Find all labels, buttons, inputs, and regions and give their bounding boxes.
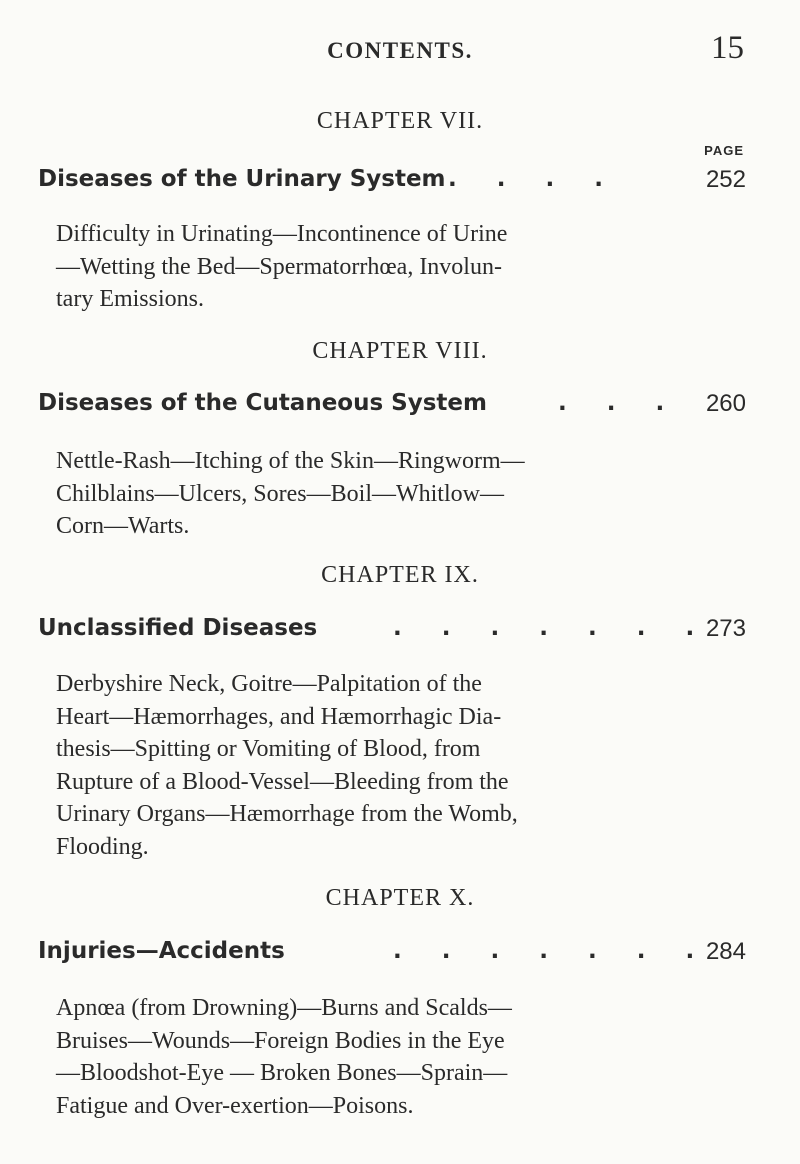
toc-entry-page: 252 [705, 166, 746, 193]
chapter-description [56, 992, 626, 1122]
toc-entry [38, 166, 746, 200]
description-line: —Bloodshot-Eye — Broken Bones—Sprain— [56, 1060, 508, 1086]
toc-entry-page: 260 [705, 390, 746, 417]
dot-leader: . . . . [448, 166, 619, 192]
description-line: Nettle-Rash—Itching of the Skin—Ringworm— [56, 448, 525, 474]
chapter-description [56, 218, 626, 316]
description-line: Corn—Warts. [56, 513, 190, 539]
chapter-heading: CHAPTER VIII. [312, 338, 488, 364]
chapter-heading: CHAPTER IX. [321, 562, 479, 588]
toc-entry [38, 938, 746, 972]
description-line: Difficulty in Urinating—Incontinence of Urine [56, 221, 508, 247]
toc-entry [38, 390, 746, 424]
toc-entry-title: Injuries—Accidents [38, 938, 285, 964]
description-line: Urinary Organs—Hæmorrhage from the Womb, [56, 801, 518, 827]
page-column-label: PAGE [704, 143, 744, 158]
toc-entry-title: Diseases of the Cutaneous System [38, 390, 487, 416]
toc-entry-page: 284 [705, 938, 746, 965]
description-line: Rupture of a Blood-Vessel—Bleeding from the [56, 768, 509, 795]
description-line: tary Emissions. [56, 286, 204, 312]
dot-leader: . . . . . . . [393, 938, 711, 964]
description-line: Derbyshire Neck, Goitre—Palpitation of the [56, 671, 482, 697]
description-line: Chilblains—Ulcers, Sores—Boil—Whitlow— [56, 480, 504, 507]
dot-leader: . . . . . . . [393, 615, 711, 641]
chapter-description [56, 668, 626, 863]
toc-entry-title: Unclassified Diseases [38, 615, 318, 641]
description-line: Heart—Hæmorrhages, and Hæmorrhagic Dia- [56, 703, 502, 730]
page-number: 15 [711, 30, 744, 66]
description-line: —Wetting the Bed—Spermatorrhœa, Involun- [56, 253, 502, 280]
description-line: thesis—Spitting or Vomiting of Blood, from [56, 736, 481, 762]
description-line: Flooding. [56, 833, 149, 860]
running-header-title: CONTENTS. [327, 38, 473, 63]
toc-entry [38, 615, 746, 649]
description-line: Apnœa (from Drowning)—Burns and Scalds— [56, 995, 512, 1021]
description-line: Bruises—Wounds—Foreign Bodies in the Eye [56, 1027, 505, 1054]
toc-entry-page: 273 [705, 615, 746, 642]
description-line: Fatigue and Over-exertion—Poisons. [56, 1092, 414, 1119]
chapter-heading: CHAPTER X. [325, 885, 475, 911]
dot-leader: . . . [558, 390, 681, 416]
chapter-heading: CHAPTER VII. [316, 108, 484, 134]
toc-entry-title: Diseases of the Urinary System [38, 166, 446, 192]
chapter-description [56, 445, 626, 543]
